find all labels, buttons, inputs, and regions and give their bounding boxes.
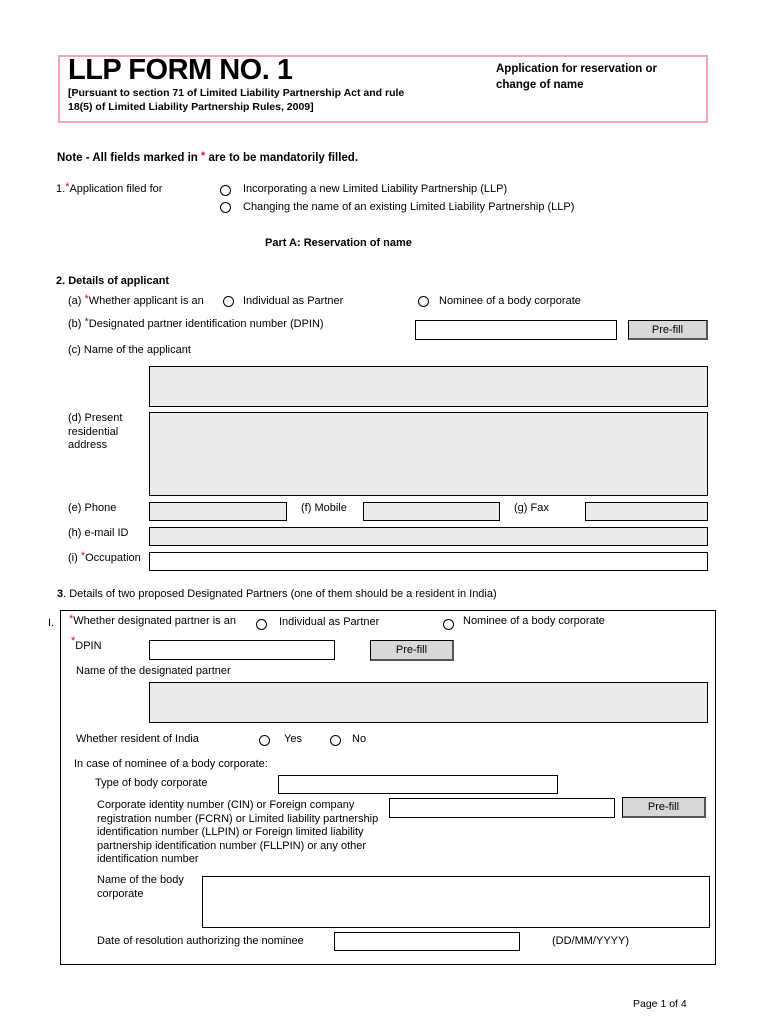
q2b-label [68, 318, 324, 330]
q2a-prefix: (a) [68, 295, 85, 307]
q2i-prefix: (i) [68, 552, 81, 564]
q1-label [56, 183, 162, 195]
note-prefix: Note - All fields marked in [57, 152, 201, 164]
residential-address-field[interactable] [149, 412, 708, 496]
resolution-date-label: Date of resolution authorizing the nominee [97, 935, 304, 947]
q3-radio-nominee[interactable] [443, 619, 454, 630]
part-a-heading: Part A: Reservation of name [265, 237, 412, 249]
required-asterisk: * [69, 613, 74, 625]
page-number: Page 1 of 4 [633, 998, 687, 1010]
body-corporate-type-label: Type of body corporate [95, 777, 208, 789]
q1-text: Application filed for [69, 183, 163, 195]
q2a-radio-nominee[interactable] [418, 296, 429, 307]
occupation-input[interactable] [149, 552, 708, 571]
q3-whether-label [69, 615, 236, 627]
resident-yes-label: Yes [284, 733, 302, 745]
q1-option-incorporate-label: Incorporating a new Limited Liability Partnership (LLP) [243, 183, 508, 195]
q2f-label: (f) Mobile [301, 502, 347, 514]
q2a-text: Whether applicant is an [88, 295, 204, 307]
q2b-prefix: (b) [68, 318, 85, 330]
body-corporate-name-label: Name of the body corporate [97, 874, 184, 900]
q2a-label [68, 295, 204, 307]
q2h-label: (h) e-mail ID [68, 527, 129, 539]
partner-dpin-input[interactable] [149, 640, 335, 660]
body-corporate-type-input[interactable] [278, 775, 558, 794]
note-suffix: are to be mandatorily filled. [205, 152, 359, 164]
q2b-text: Designated partner identification number (DPIN) [88, 318, 324, 330]
partner-prefill-button[interactable]: Pre-fill [370, 640, 454, 661]
q3-nominee-label: Nominee of a body corporate [463, 615, 605, 627]
q1-number: 1. [56, 183, 66, 195]
q3-whether-text: Whether designated partner is an [73, 615, 236, 627]
q2g-label: (g) Fax [514, 502, 549, 514]
form-title: LLP FORM NO. 1 [68, 54, 293, 86]
date-format-hint: (DD/MM/YYYY) [552, 935, 629, 947]
required-asterisk: * [201, 150, 206, 162]
q1-option-change-label: Changing the name of an existing Limited Liability Partnership (LLP) [243, 201, 575, 213]
resident-radio-no[interactable] [330, 735, 341, 746]
q3-individual-label: Individual as Partner [279, 616, 380, 628]
form-subtitle: [Pursuant to section 71 of Limited Liability Partnership Act and rule 18(5) of Limited Liability Partnership Rules, 2009] [68, 87, 405, 113]
required-asterisk: * [65, 181, 70, 193]
cin-label: Corporate identity number (CIN) or Foreign company registration number (FCRN) or Limited liability partnership identification number (LLPIN) or Foreign limited liability partnership identification number (FLLPIN) or any other identification number [97, 799, 379, 865]
applicant-dpin-input[interactable] [415, 320, 617, 340]
q2c-label: (c) Name of the applicant [68, 344, 191, 356]
q2a-nominee-label: Nominee of a body corporate [439, 295, 581, 307]
applicant-prefill-button[interactable]: Pre-fill [628, 320, 708, 340]
q2-heading: 2. Details of applicant [56, 275, 170, 287]
q3-heading [57, 588, 497, 600]
q2a-individual-label: Individual as Partner [243, 295, 344, 307]
form-purpose: Application for reservation or change of name [496, 63, 658, 91]
q3-number: 3 [57, 588, 64, 600]
q2d-label: (d) Present residential address [68, 412, 123, 451]
phone-input[interactable] [149, 502, 287, 521]
nominee-heading: In case of nominee of a body corporate: [74, 758, 268, 770]
resident-label: Whether resident of India [76, 733, 199, 745]
q3-dpin-text: DPIN [75, 640, 102, 652]
q2e-label: (e) Phone [68, 502, 117, 514]
q3-roman-numeral: I. [48, 617, 55, 629]
fax-input[interactable] [585, 502, 708, 521]
q3-dpin-label [71, 635, 102, 652]
applicant-name-field[interactable] [149, 366, 708, 407]
mandatory-note [57, 152, 358, 164]
q2a-radio-individual[interactable] [223, 296, 234, 307]
required-asterisk: * [80, 550, 86, 562]
q1-radio-incorporate-llp[interactable] [220, 185, 231, 196]
resolution-date-input[interactable] [334, 932, 520, 951]
partner-name-field[interactable] [149, 682, 708, 723]
q3-title: . Details of two proposed Designated Partners (one of them should be a resident in India) [63, 588, 497, 600]
partner-name-label: Name of the designated partner [76, 665, 231, 677]
email-input[interactable] [149, 527, 708, 546]
body-corporate-name-field[interactable] [202, 876, 710, 928]
resident-radio-yes[interactable] [259, 735, 270, 746]
q3-radio-individual[interactable] [256, 619, 267, 630]
required-asterisk: * [84, 316, 89, 328]
required-asterisk: * [84, 293, 89, 305]
mobile-input[interactable] [363, 502, 500, 521]
q2i-text: Occupation [85, 552, 141, 564]
cin-prefill-button[interactable]: Pre-fill [622, 797, 706, 818]
resident-no-label: No [352, 733, 367, 745]
required-asterisk: * [71, 635, 76, 647]
cin-input[interactable] [389, 798, 615, 818]
q2i-label [68, 552, 141, 564]
q1-radio-change-name[interactable] [220, 202, 231, 213]
